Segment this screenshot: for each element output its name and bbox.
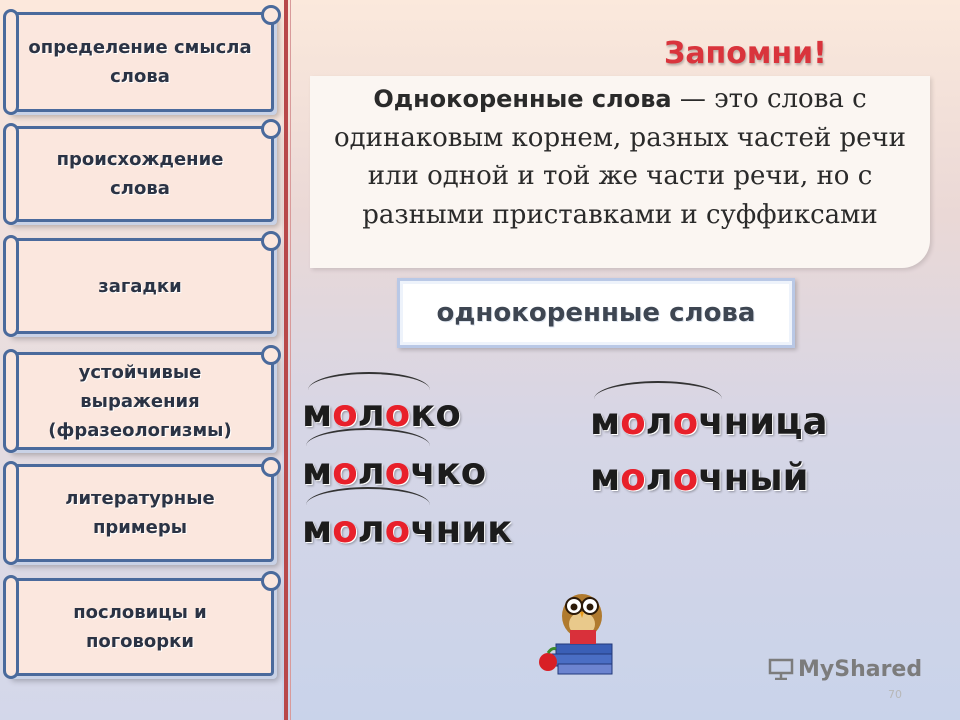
word-molochnik: [302, 508, 512, 551]
word-letter: м: [302, 392, 333, 435]
root-vowel: о: [672, 400, 699, 443]
root-arc: [308, 372, 430, 390]
word-letter: к: [487, 508, 513, 551]
scroll-curl-icon: [261, 231, 281, 251]
word-letter: л: [645, 400, 673, 443]
divider: [284, 0, 288, 720]
menu-item-proverbs[interactable]: [6, 578, 274, 676]
word-letter: о: [435, 392, 461, 435]
menu-item-label: загадки: [98, 275, 182, 297]
menu-item-label: определение смысла слова: [28, 37, 252, 87]
root-vowel: о: [620, 456, 646, 499]
word-letter: л: [357, 508, 385, 551]
word-moloko: [302, 392, 461, 435]
word-letter: и: [749, 400, 776, 443]
word-letter: ч: [410, 450, 436, 493]
scroll-curl-icon: [261, 5, 281, 25]
word-letter: ы: [749, 456, 783, 499]
scroll-curl-icon: [261, 119, 281, 139]
definition-body: — это слова с одинаковым корнем, разных частей речи или одной и той же части речи, но с разными приставками и суффиксами: [334, 84, 906, 230]
brand-logo-text: MyShared: [798, 657, 923, 682]
root-vowel: о: [332, 508, 358, 551]
word-letter: н: [435, 508, 462, 551]
page-title: Запомни!: [664, 36, 827, 71]
word-letter: л: [645, 456, 673, 499]
root-vowel: о: [384, 392, 411, 435]
word-molochnitsa: [590, 400, 828, 443]
word-letter: ц: [775, 400, 803, 443]
word-letter: ч: [410, 508, 436, 551]
word-letter: м: [590, 456, 621, 499]
root-vowel: о: [332, 392, 358, 435]
root-vowel: о: [384, 450, 411, 493]
menu-item-origin[interactable]: [6, 126, 274, 222]
menu-item-literature[interactable]: [6, 464, 274, 562]
root-vowel: о: [384, 508, 411, 551]
owl-books-icon: [534, 578, 620, 678]
page-number: 70: [888, 688, 902, 701]
word-letter: к: [435, 450, 461, 493]
menu-item-riddles[interactable]: [6, 238, 274, 334]
root-words-button[interactable]: [397, 278, 795, 348]
root-vowel: о: [672, 456, 699, 499]
word-letter: й: [782, 456, 809, 499]
brand-logo: [768, 657, 922, 682]
word-letter: и: [461, 508, 488, 551]
menu-item-meaning[interactable]: [6, 12, 274, 112]
word-molochko: [302, 450, 486, 493]
word-molochny: [590, 456, 809, 499]
word-letter: а: [802, 400, 828, 443]
word-letter: н: [723, 400, 750, 443]
word-letter: о: [460, 450, 487, 493]
root-arc: [594, 381, 722, 399]
word-letter: ч: [698, 400, 724, 443]
root-words-label: однокоренные слова: [436, 298, 756, 328]
menu-item-label: устойчивые выражения (фразеологизмы): [48, 361, 232, 441]
menu-item-label: пословицы и поговорки: [73, 602, 207, 652]
definition-term: Однокоренные слова: [373, 85, 672, 113]
scroll-curl-icon: [261, 457, 281, 477]
divider-thin: [290, 0, 291, 720]
root-vowel: о: [332, 450, 358, 493]
word-letter: м: [590, 400, 621, 443]
menu-item-idioms[interactable]: [6, 352, 274, 450]
word-letter: л: [357, 450, 385, 493]
word-letter: н: [723, 456, 750, 499]
presentation-icon: [768, 658, 794, 680]
root-vowel: о: [620, 400, 646, 443]
word-letter: м: [302, 450, 333, 493]
word-letter: л: [357, 392, 385, 435]
scroll-curl-icon: [261, 571, 281, 591]
menu-item-label: литературные примеры: [65, 488, 215, 538]
menu-item-label: происхождение слова: [56, 149, 224, 199]
definition-text: [310, 80, 930, 234]
word-letter: ч: [698, 456, 724, 499]
word-letter: м: [302, 508, 333, 551]
word-letter: к: [410, 392, 436, 435]
